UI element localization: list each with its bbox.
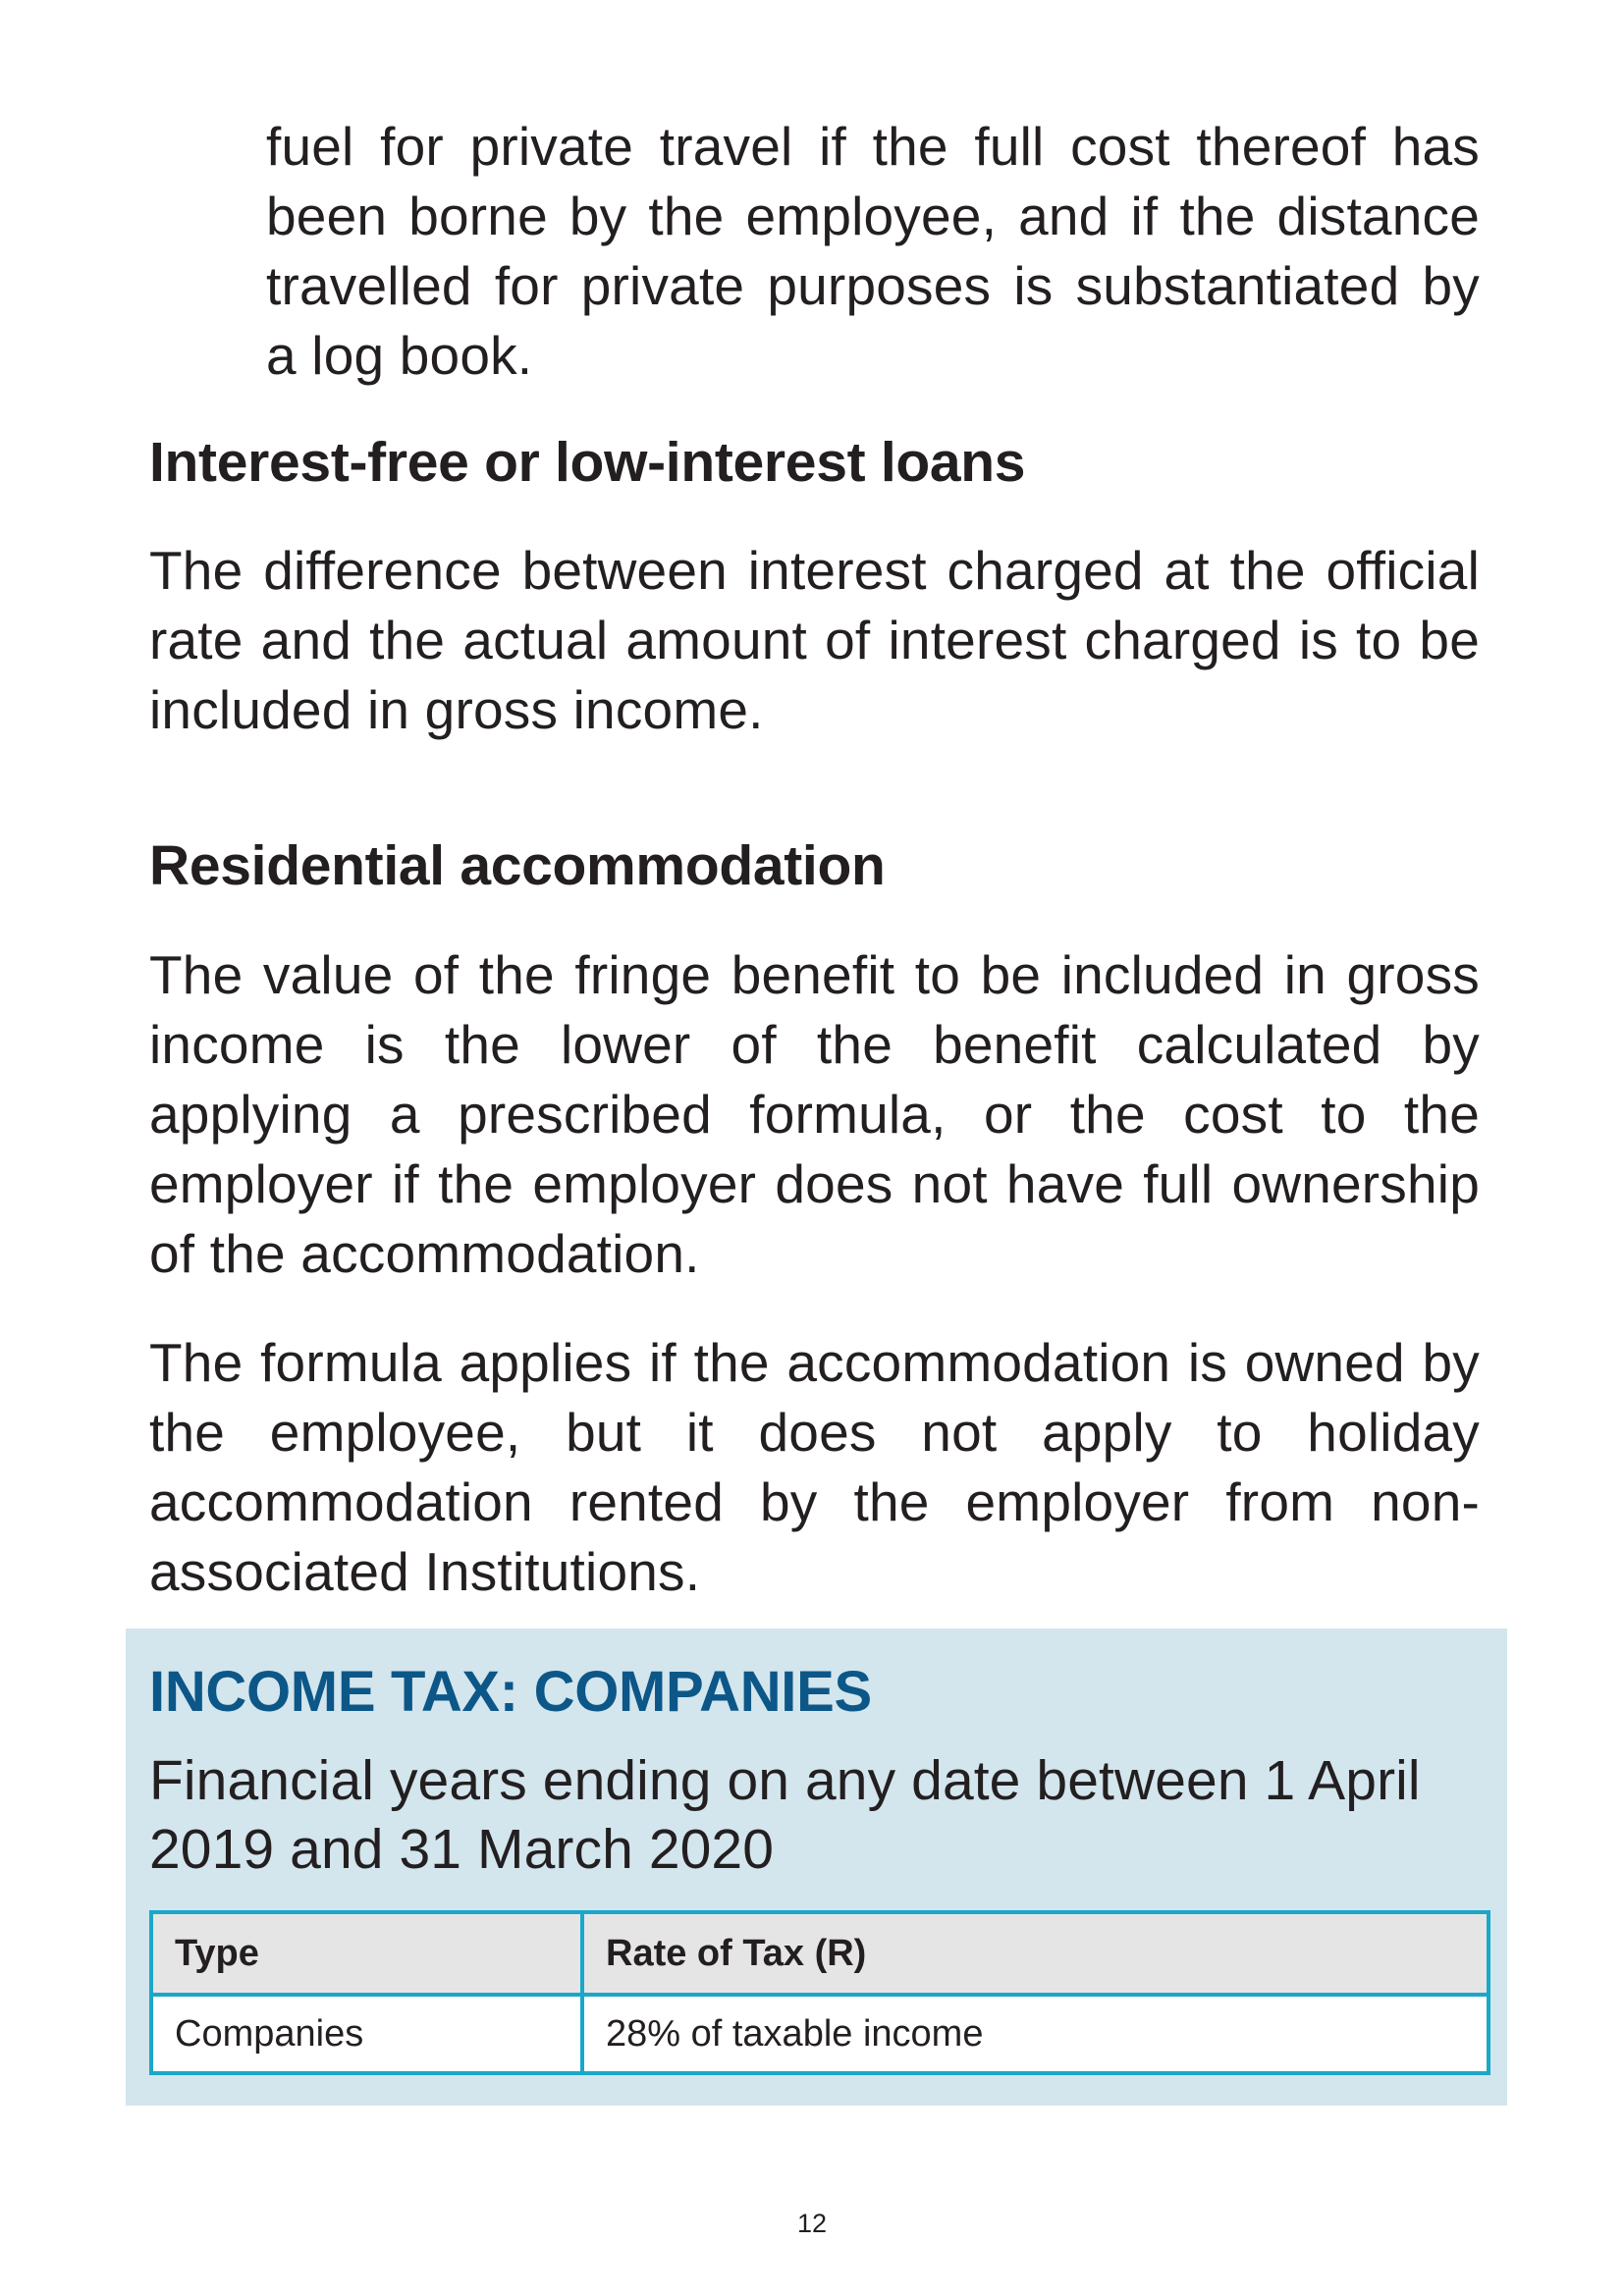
page-number: 12 [796, 2209, 828, 2238]
tax-rate-table [149, 1910, 1490, 2075]
cell-rate: 28% of taxable income [582, 1995, 1489, 2073]
income-tax-companies-box [126, 1629, 1507, 2106]
loans-paragraph: The difference between interest charged at the official rate and the actual amount of interest charged is to be included in gross income. [149, 540, 1480, 740]
box-subtitle: Financial years ending on any date between 1 April 2019 and 31 March 2020 [149, 1749, 1421, 1881]
box-title: INCOME TAX: COMPANIES [149, 1660, 872, 1724]
header-type: Type [151, 1912, 582, 1995]
accommodation-paragraph-1: The value of the fringe benefit to be included in gross income is the lower of the benefit calculated by applying a prescribed formula, or the cost to the employer if the employer does not have full ownership of the accommodation. [149, 944, 1480, 1284]
header-rate-of-tax: Rate of Tax (R) [582, 1912, 1489, 1995]
table-header-row [151, 1912, 1489, 1995]
cell-type: Companies [151, 1995, 582, 2073]
section-heading-loans: Interest-free or low-interest loans [149, 431, 1026, 494]
accommodation-paragraph-2: The formula applies if the accommodation is owned by the employee, but it does not apply to holiday accommodation rented by the employer from non-associated Institutions. [149, 1332, 1480, 1602]
table-row [151, 1995, 1489, 2073]
section-heading-accommodation: Residential accommodation [149, 834, 886, 897]
intro-paragraph: fuel for private travel if the full cost thereof has been borne by the employee, and if the distance travelled for private purposes is substantiated by a log book. [266, 116, 1480, 386]
